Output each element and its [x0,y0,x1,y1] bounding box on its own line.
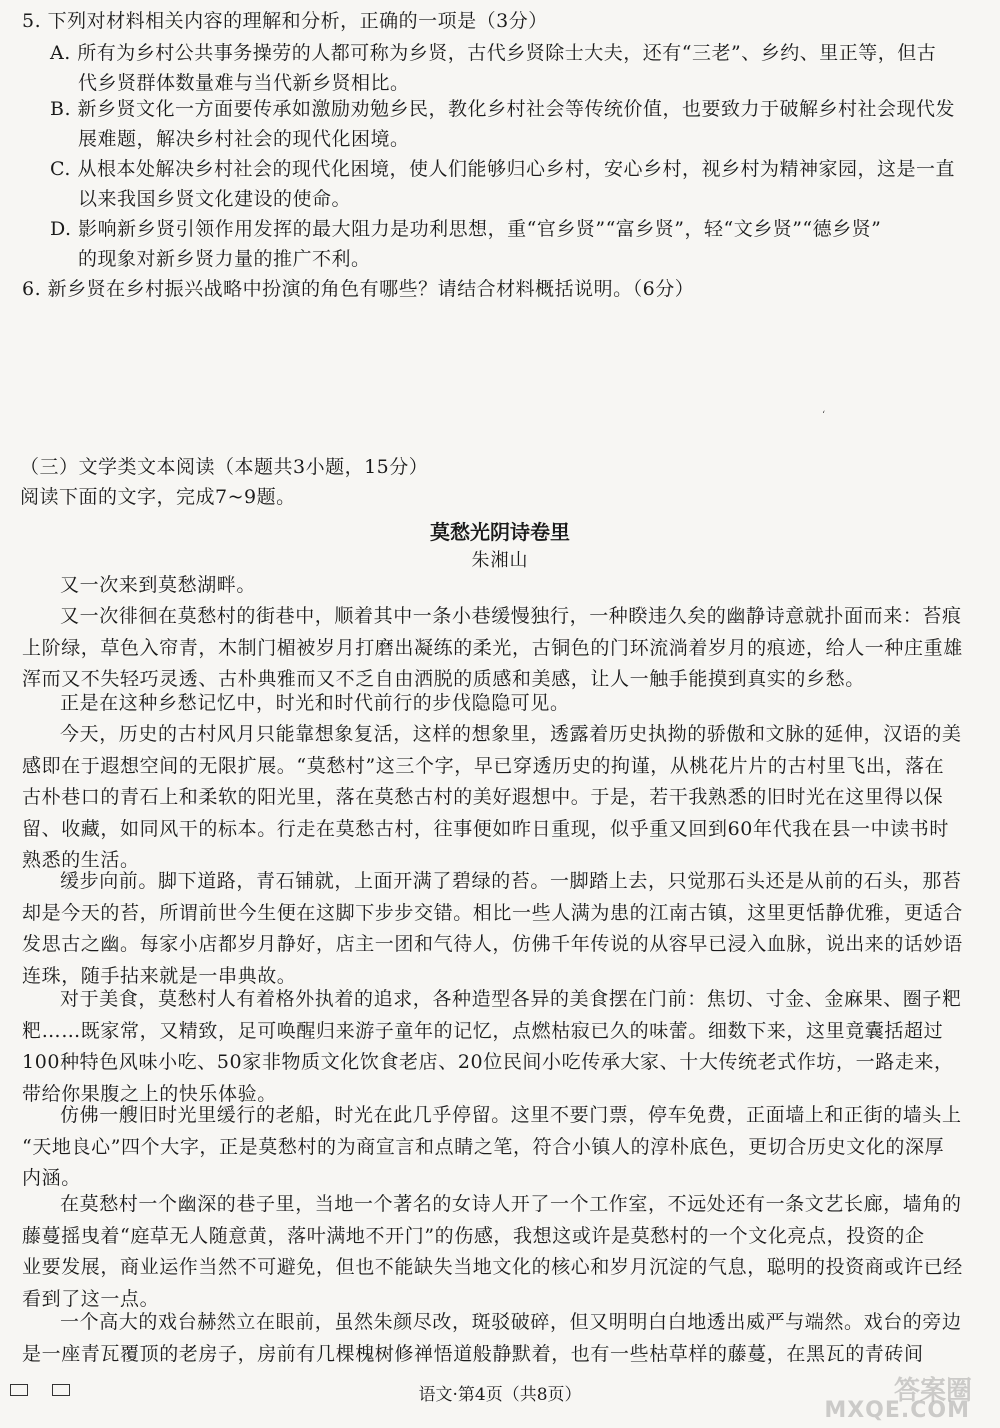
option-line: 展难题，解决乡村社会的现代化困境。 [78,128,410,150]
paragraph-line: 粑……既家常，又精致，足可唤醒归来游子童年的记忆，点燃枯寂已久的味蕾。细数下来，这里竟囊括超过 [22,1019,944,1042]
article-paragraph [22,1100,972,1195]
q5-option-a [50,38,980,98]
paragraph-line: 感即在于遐想空间的无限扩展。“莫愁村”这三个字，早已穿透历史的拘谨，从桃花片片的古村里飞出，落在 [22,754,945,777]
article-paragraph [22,1189,972,1315]
option-line: 代乡贤群体数量难与当代新乡贤相比。 [78,72,410,94]
paragraph-line: 是一座青瓦覆顶的老房子，房前有几棵槐树修禅悟道般静默着，也有一些枯草样的藤蔓，在黑瓦的青砖间 [22,1342,924,1365]
q5-option-b [50,94,980,154]
option-line: 的现象对新乡贤力量的推广不利。 [78,248,371,270]
page-footer: 语文·第4页（共8页） [418,1385,582,1405]
section-3-heading: （三）文学类文本阅读（本题共3小题，15分） [20,456,429,478]
section-3-instruction: 阅读下面的文字，完成7~9题。 [20,486,296,508]
article-paragraph [22,719,972,877]
paragraph-line: 浑而又不失轻巧灵透、古朴典雅而又不乏自由洒脱的质感和美感，让人一触手能摸到真实的乡愁。 [22,668,865,690]
paragraph-line: 藤蔓摇曳着“庭草无人随意黄，落叶满地不开门”的伤感，我想这或许是莫愁村的一个文化亮点，投资的企 [22,1224,925,1247]
article-title: 莫愁光阴诗卷里 [430,520,570,544]
paragraph-line: 留、收藏，如同风干的标本。行走在莫愁古村，往事便如昨日重现，似乎重又回到60年代我在县一中读书时 [22,817,949,840]
article-paragraph [22,1307,972,1370]
option-line: 以来我国乡贤文化建设的使命。 [78,188,352,210]
paragraph-line: 在莫愁村一个幽深的巷子里，当地一个著名的女诗人开了一个工作室，不远处还有一条文艺长廊，墙角的 [60,1193,962,1215]
paragraph-line: 缓步向前。脚下道路，青石铺就，上面开满了碧绿的苔。一脚踏上去，只觉那石头还是从前的石头，那苔 [60,870,962,892]
option-line: B. 新乡贤文化一方面要传承如激励劝勉乡民，教化乡村社会等传统价值，也要致力于破解乡村社会现代发 [50,98,956,120]
paragraph-line: 带给你果腹之上的快乐体验。 [22,1082,277,1105]
watermark-url: MXQE.COM [824,1398,970,1423]
option-line: D. 影响新乡贤引领作用发挥的最大阻力是功利思想，重“官乡贤”“富乡贤”，轻“文乡贤”“德乡贤” [50,218,882,240]
paragraph-line: 100种特色风味小吃、50家非物质文化饮食老店、20位民间小吃传承大家、十大传统老式作坊，一路走来， [22,1051,954,1073]
article-paragraph [22,984,972,1110]
option-line: C. 从根本处解决乡村社会的现代化困境，使人们能够归心乡村，安心乡村，视乡村为精神家园，这是一直 [50,158,955,180]
paragraph-line: 内涵。 [22,1167,81,1189]
article-author: 朱湘山 [471,550,529,571]
paragraph-line: 又一次徘徊在莫愁村的街巷中，顺着其中一条小巷缓慢独行，一种睽违久矣的幽静诗意就扑面而来：苔痕 [60,605,962,627]
paragraph-line: 今天，历史的古村风月只能靠想象复活，这样的想象里，透露着历史执拗的骄傲和文脉的延伸，汉语的美 [60,723,962,745]
question-6-stem: 6. 新乡贤在乡村振兴战略中扮演的角色有哪些？请结合材料概括说明。（6分） [22,278,695,300]
option-line: A. 所有为乡村公共事务操劳的人都可称为乡贤，古代乡贤除士大夫，还有“三老”、乡约、里正等，但古 [50,42,937,64]
article-paragraph [22,688,972,720]
article-paragraph [22,866,972,992]
question-5-stem: 5. 下列对材料相关内容的理解和分析，正确的一项是（3分） [22,10,548,32]
stray-mark: ʻ [822,410,826,421]
paragraph-line: 对于美食，莫愁村人有着格外执着的追求，各种造型各异的美食摆在门前：焦切、寸金、金麻果、圈子粑 [60,988,962,1010]
paragraph-line: 古朴巷口的青石上和柔软的阳光里，落在莫愁古村的美好遐想中。于是，若干我熟悉的旧时光在这里得以保 [22,786,944,808]
paragraph-line: 上阶绿，草色入帘青，木制门楣被岁月打磨出凝练的柔光，古铜色的门环流淌着岁月的痕迹，给人一种庄重雄 [22,636,963,659]
paragraph-line: 业要发展，商业运作当然不可避免，但也不能缺失当地文化的核心和岁月沉淀的气息，聪明的投资商或许已经 [22,1256,963,1278]
paragraph-line: 仿佛一艘旧时光里缓行的老船，时光在此几乎停留。这里不要门票，停车免费，正面墙上和正街的墙头上 [60,1104,962,1126]
article-paragraph [22,570,972,602]
paragraph-line: “天地良心”四个大字，正是莫愁村的为商宣言和点睛之笔，符合小镇人的淳朴底色，更切合历史文化的深厚 [22,1135,945,1158]
watermark-logo: 答案圈 [893,1376,972,1406]
q5-option-c [50,154,980,214]
article-paragraph [22,601,972,696]
paragraph-line: 发思古之幽。每家小店都岁月静好，店主一团和气待人，仿佛千年传说的从容早已浸入血脉，说出来的话妙语 [22,933,963,955]
paragraph-line: 一个高大的戏台赫然立在眼前，虽然朱颜尽改，斑驳破碎，但又明明白白地透出威严与端然。戏台的旁边 [60,1311,962,1333]
paragraph-line: 熟悉的生活。 [22,849,140,871]
paragraph-line: 正是在这种乡愁记忆中，时光和时代前行的步伐隐隐可见。 [60,692,570,714]
paragraph-line: 连珠，随手拈来就是一串典故。 [22,964,297,987]
paragraph-line: 看到了这一点。 [22,1287,160,1310]
paragraph-line: 却是今天的苔，所谓前世今生便在这脚下步步交错。相比一些人满为患的江南古镇，这里更恬静优雅，更适合 [22,901,963,924]
q5-option-d [50,214,980,274]
paragraph-line: 又一次来到莫愁湖畔。 [60,574,257,596]
